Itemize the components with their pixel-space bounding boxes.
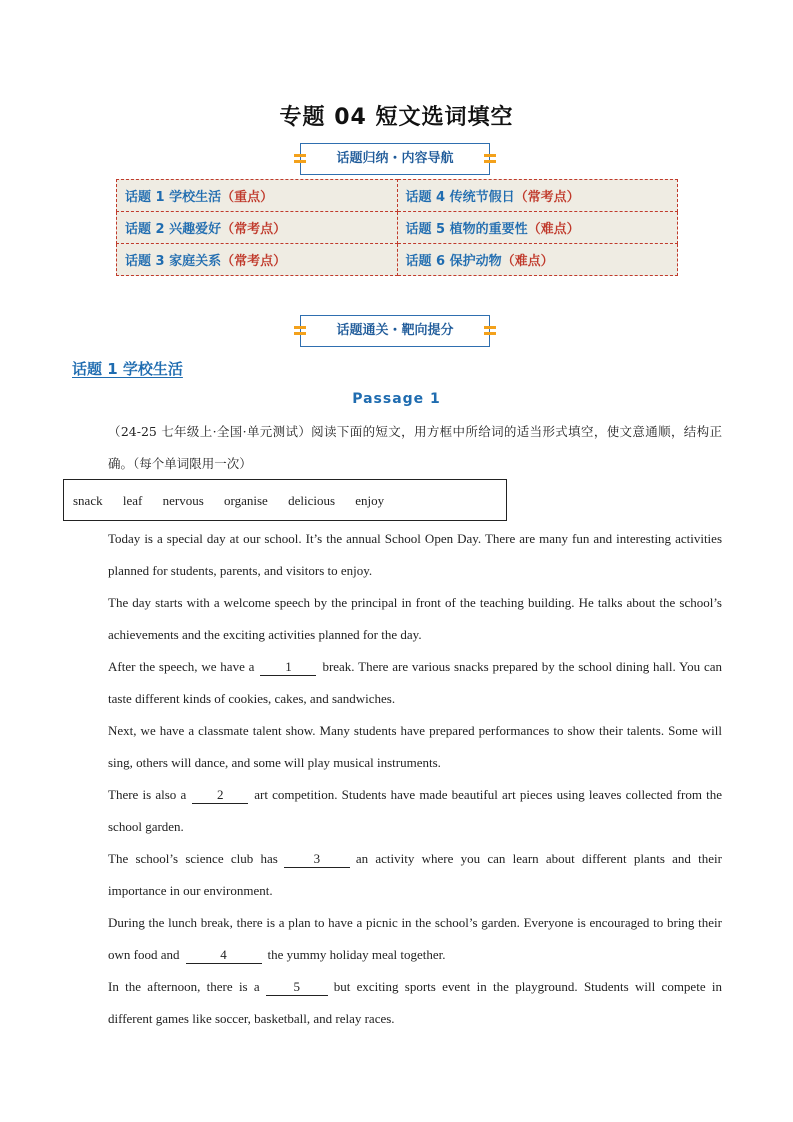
difficulty-tag: （难点） <box>527 222 580 237</box>
answer-blank[interactable]: 5 <box>266 979 328 996</box>
topic-link[interactable]: 话题 1 学校生活（重点） <box>117 180 398 212</box>
word-bank-item: snack <box>73 493 103 508</box>
page-title: 专题 04 短文选词填空 <box>279 105 514 130</box>
paragraph: There is also a 2 art competition. Students have made beautiful art pieces using leaves collected from the school garden. <box>108 787 722 834</box>
answer-blank[interactable]: 3 <box>284 851 350 868</box>
word-bank-item: nervous <box>162 493 204 508</box>
passage-body <box>72 523 722 1035</box>
paragraph: In the afternoon, there is a 5 but exciting sports event in the playground. Students will compete in different games like soccer, basketball, and relay races. <box>108 979 722 1026</box>
difficulty-tag: （常考点） <box>221 254 287 269</box>
answer-blank[interactable]: 2 <box>192 787 248 804</box>
topic-link[interactable]: 话题 2 兴趣爱好（常考点） <box>117 212 398 244</box>
difficulty-tag: （常考点） <box>514 190 580 205</box>
banner-decoration-icon <box>484 154 496 164</box>
banner-decoration-icon <box>294 154 306 164</box>
word-bank-item: delicious <box>288 493 336 508</box>
difficulty-tag: （常考点） <box>221 222 287 237</box>
topic-link[interactable]: 话题 6 保护动物（难点） <box>397 244 678 276</box>
topic-link[interactable]: 话题 3 家庭关系（常考点） <box>117 244 398 276</box>
paragraph: The school’s science club has 3 an activity where you can learn about different plants and their importance in our environment. <box>108 851 722 898</box>
word-bank-item: leaf <box>122 493 143 508</box>
paragraph: After the speech, we have a 1 break. There are various snacks prepared by the school dining hall. You can taste different kinds of cookies, cakes, and sandwiches. <box>108 659 722 706</box>
table-row <box>117 212 678 244</box>
table-row <box>117 244 678 276</box>
word-bank <box>63 479 507 521</box>
topic-link[interactable]: 话题 5 植物的重要性（难点） <box>397 212 678 244</box>
difficulty-tag: （难点） <box>501 254 554 269</box>
topic-link[interactable]: 话题 4 传统节假日（常考点） <box>397 180 678 212</box>
banner-label: 话题通关・靶向提分 <box>336 323 454 338</box>
paragraph: Next, we have a classmate talent show. Many students have prepared performances to show their talents. Some will sing, others will dance, and some will play musical instruments. <box>108 723 722 770</box>
paragraph: The day starts with a welcome speech by the principal in front of the teaching building. He talks about the school’s achievements and the exciting activities planned for the day. <box>108 595 722 642</box>
word-bank-item: organise <box>224 493 268 508</box>
section-banner-navigation <box>300 143 490 175</box>
banner-decoration-icon <box>484 326 496 336</box>
section-banner-practice <box>300 315 490 347</box>
topic-heading[interactable]: 话题 1 学校生活 <box>72 360 183 378</box>
paragraph: Today is a special day at our school. It’s the annual School Open Day. There are many fun and interesting activities planned for students, parents, and visitors to enjoy. <box>108 531 722 578</box>
answer-blank[interactable]: 4 <box>186 947 262 964</box>
banner-label: 话题归纳・内容导航 <box>336 151 454 166</box>
paragraph: During the lunch break, there is a plan to have a picnic in the school’s garden. Everyone is encouraged to bring their own food and 4 the yummy holiday meal together. <box>108 915 722 962</box>
difficulty-tag: （重点） <box>221 190 274 205</box>
answer-blank[interactable]: 1 <box>260 659 316 676</box>
topic-navigation-table <box>116 179 678 276</box>
passage-title: Passage 1 <box>352 391 441 407</box>
banner-decoration-icon <box>294 326 306 336</box>
instructions: （24-25 七年级上·全国·单元测试）阅读下面的短文，用方框中所给词的适当形式填空，使文意通顺，结构正确。（每个单词限用一次） <box>108 424 722 471</box>
table-row <box>117 180 678 212</box>
word-bank-item: enjoy <box>355 493 385 508</box>
